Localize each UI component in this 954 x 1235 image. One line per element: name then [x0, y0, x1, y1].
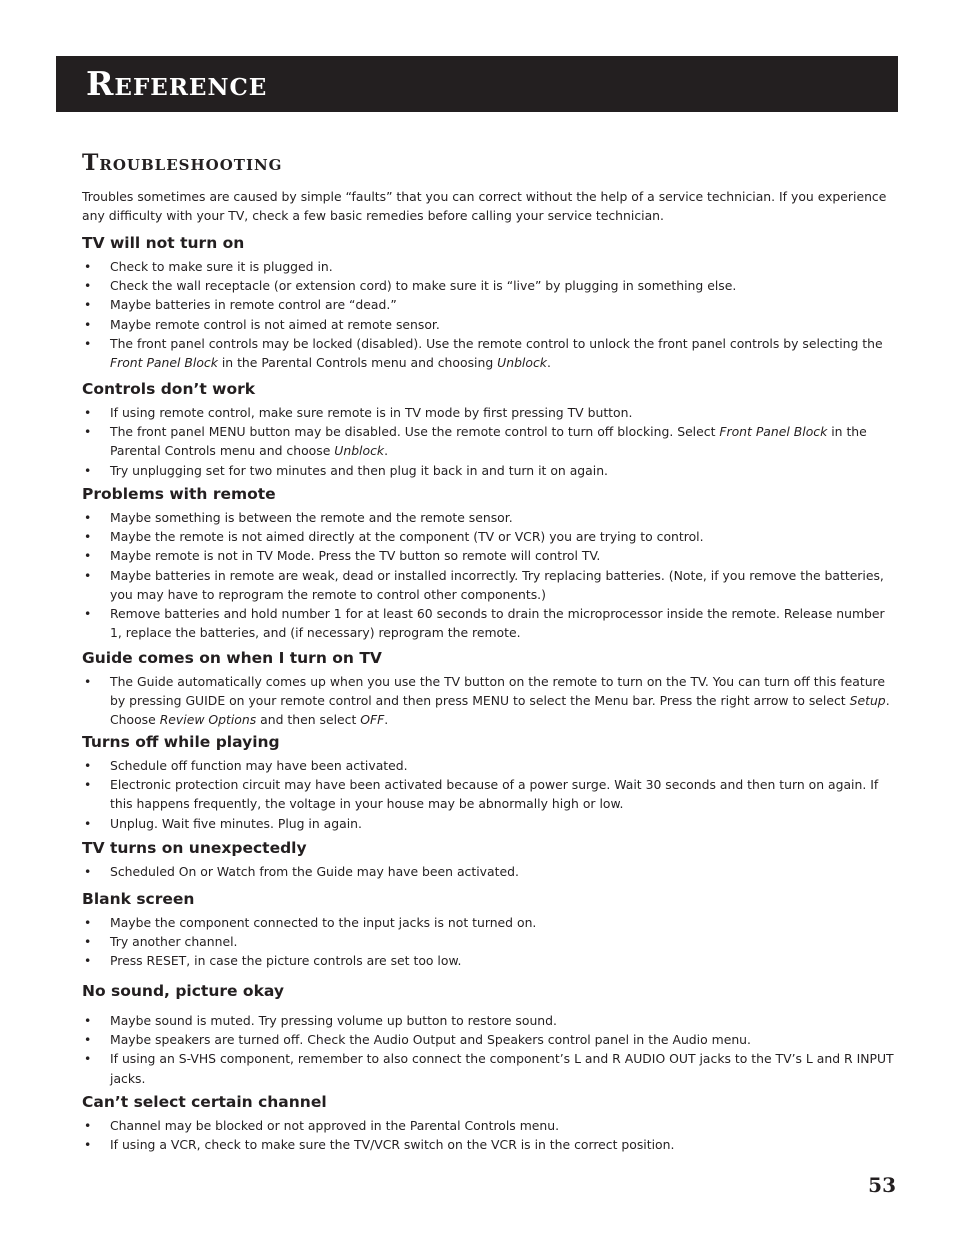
list-item: • Maybe batteries in remote control are “dead.” [82, 295, 894, 314]
bullet-list-cant-select-certain-channel [82, 1116, 894, 1154]
bullet-list-controls-dont-work [82, 403, 894, 480]
list-item: • Maybe something is between the remote and the remote sensor. [82, 508, 894, 527]
bullet-list-no-sound-picture-okay [82, 1011, 894, 1088]
list-item: • Schedule off function may have been activated. [82, 756, 894, 775]
list-item: • Maybe speakers are turned off. Check the Audio Output and Speakers control panel in the Audio menu. [82, 1030, 894, 1049]
list-item: • The front panel controls may be locked (disabled). Use the remote control to unlock the front panel controls by selecting the Front Panel Block in the Parental Controls menu and choosing Unblock. [82, 334, 894, 372]
bullet-list-turns-off-while-playing [82, 756, 894, 833]
header-banner [56, 56, 898, 112]
section-heading-cant-select-certain-channel: Can’t select certain channel [82, 1093, 327, 1111]
list-item: • If using a VCR, check to make sure the TV/VCR switch on the VCR is in the correct position. [82, 1135, 894, 1154]
bullet-list-guide-comes-on [82, 672, 894, 730]
list-item: • If using an S-VHS component, remember to also connect the component’s L and R AUDIO OUT jacks to the TV’s L and R INPUT jacks. [82, 1049, 894, 1087]
list-item: • Try unplugging set for two minutes and then plug it back in and turn it on again. [82, 461, 894, 480]
section-heading-tv-will-not-turn-on: TV will not turn on [82, 234, 245, 252]
list-item: • Maybe the component connected to the input jacks is not turned on. [82, 913, 894, 932]
bullet-list-tv-will-not-turn-on [82, 257, 894, 372]
list-item: • Try another channel. [82, 932, 894, 951]
list-item: • Channel may be blocked or not approved in the Parental Controls menu. [82, 1116, 894, 1135]
section-heading-controls-dont-work: Controls don’t work [82, 380, 256, 398]
list-item: • Maybe batteries in remote are weak, dead or installed incorrectly. Try replacing batteries. (Note, if you remove the batteries, you may have to reprogram the remote to control other components.) [82, 566, 894, 604]
list-item: • Scheduled On or Watch from the Guide may have been activated. [82, 862, 894, 881]
list-item: • Maybe remote control is not aimed at remote sensor. [82, 315, 894, 334]
list-item: • If using remote control, make sure remote is in TV mode by first pressing TV button. [82, 403, 894, 422]
section-title: Troubleshooting [82, 150, 283, 176]
list-item: • Electronic protection circuit may have been activated because of a power surge. Wait 30 seconds and then turn on again. If this happens frequently, the voltage in your house may be abnormally high or low. [82, 775, 894, 813]
list-item: • Maybe remote is not in TV Mode. Press the TV button so remote will control TV. [82, 546, 894, 565]
bullet-list-blank-screen [82, 913, 894, 971]
list-item: • Maybe the remote is not aimed directly at the component (TV or VCR) you are trying to control. [82, 527, 894, 546]
list-item: • Unplug. Wait five minutes. Plug in again. [82, 814, 894, 833]
bullet-list-problems-with-remote [82, 508, 894, 642]
list-item: • The front panel MENU button may be disabled. Use the remote control to turn off blocking. Select Front Panel Block in the Parental Controls menu and choose Unblock. [82, 422, 894, 460]
section-heading-no-sound-picture-okay: No sound, picture okay [82, 982, 284, 1000]
section-heading-guide-comes-on: Guide comes on when I turn on TV [82, 649, 382, 667]
list-item: • Remove batteries and hold number 1 for at least 60 seconds to drain the microprocessor inside the remote. Release number 1, replace the batteries, and (if necessary) reprogram the remote. [82, 604, 894, 642]
list-item: • Check the wall receptacle (or extension cord) to make sure it is “live” by plugging in something else. [82, 276, 894, 295]
page-title: Reference [86, 64, 268, 103]
list-item: • Maybe sound is muted. Try pressing volume up button to restore sound. [82, 1011, 894, 1030]
list-item: • Check to make sure it is plugged in. [82, 257, 894, 276]
bullet-list-tv-turns-on-unexpectedly [82, 862, 894, 881]
section-heading-blank-screen: Blank screen [82, 890, 195, 908]
intro-paragraph: Troubles sometimes are caused by simple “faults” that you can correct without the help of a service technician. If you experience any difficulty with your TV, check a few basic remedies before calling your service technician. [82, 189, 887, 223]
section-heading-problems-with-remote: Problems with remote [82, 485, 276, 503]
section-heading-turns-off-while-playing: Turns off while playing [82, 733, 280, 751]
section-heading-tv-turns-on-unexpectedly: TV turns on unexpectedly [82, 839, 307, 857]
page-number: 53 [868, 1173, 896, 1197]
list-item: • Press RESET, in case the picture controls are set too low. [82, 951, 894, 970]
list-item: • The Guide automatically comes up when you use the TV button on the remote to turn on the TV. You can turn off this feature by pressing GUIDE on your remote control and then press MENU to select the Menu bar. Press the right arrow to select Setup. Choose Review Options and then select OFF. [82, 672, 894, 730]
